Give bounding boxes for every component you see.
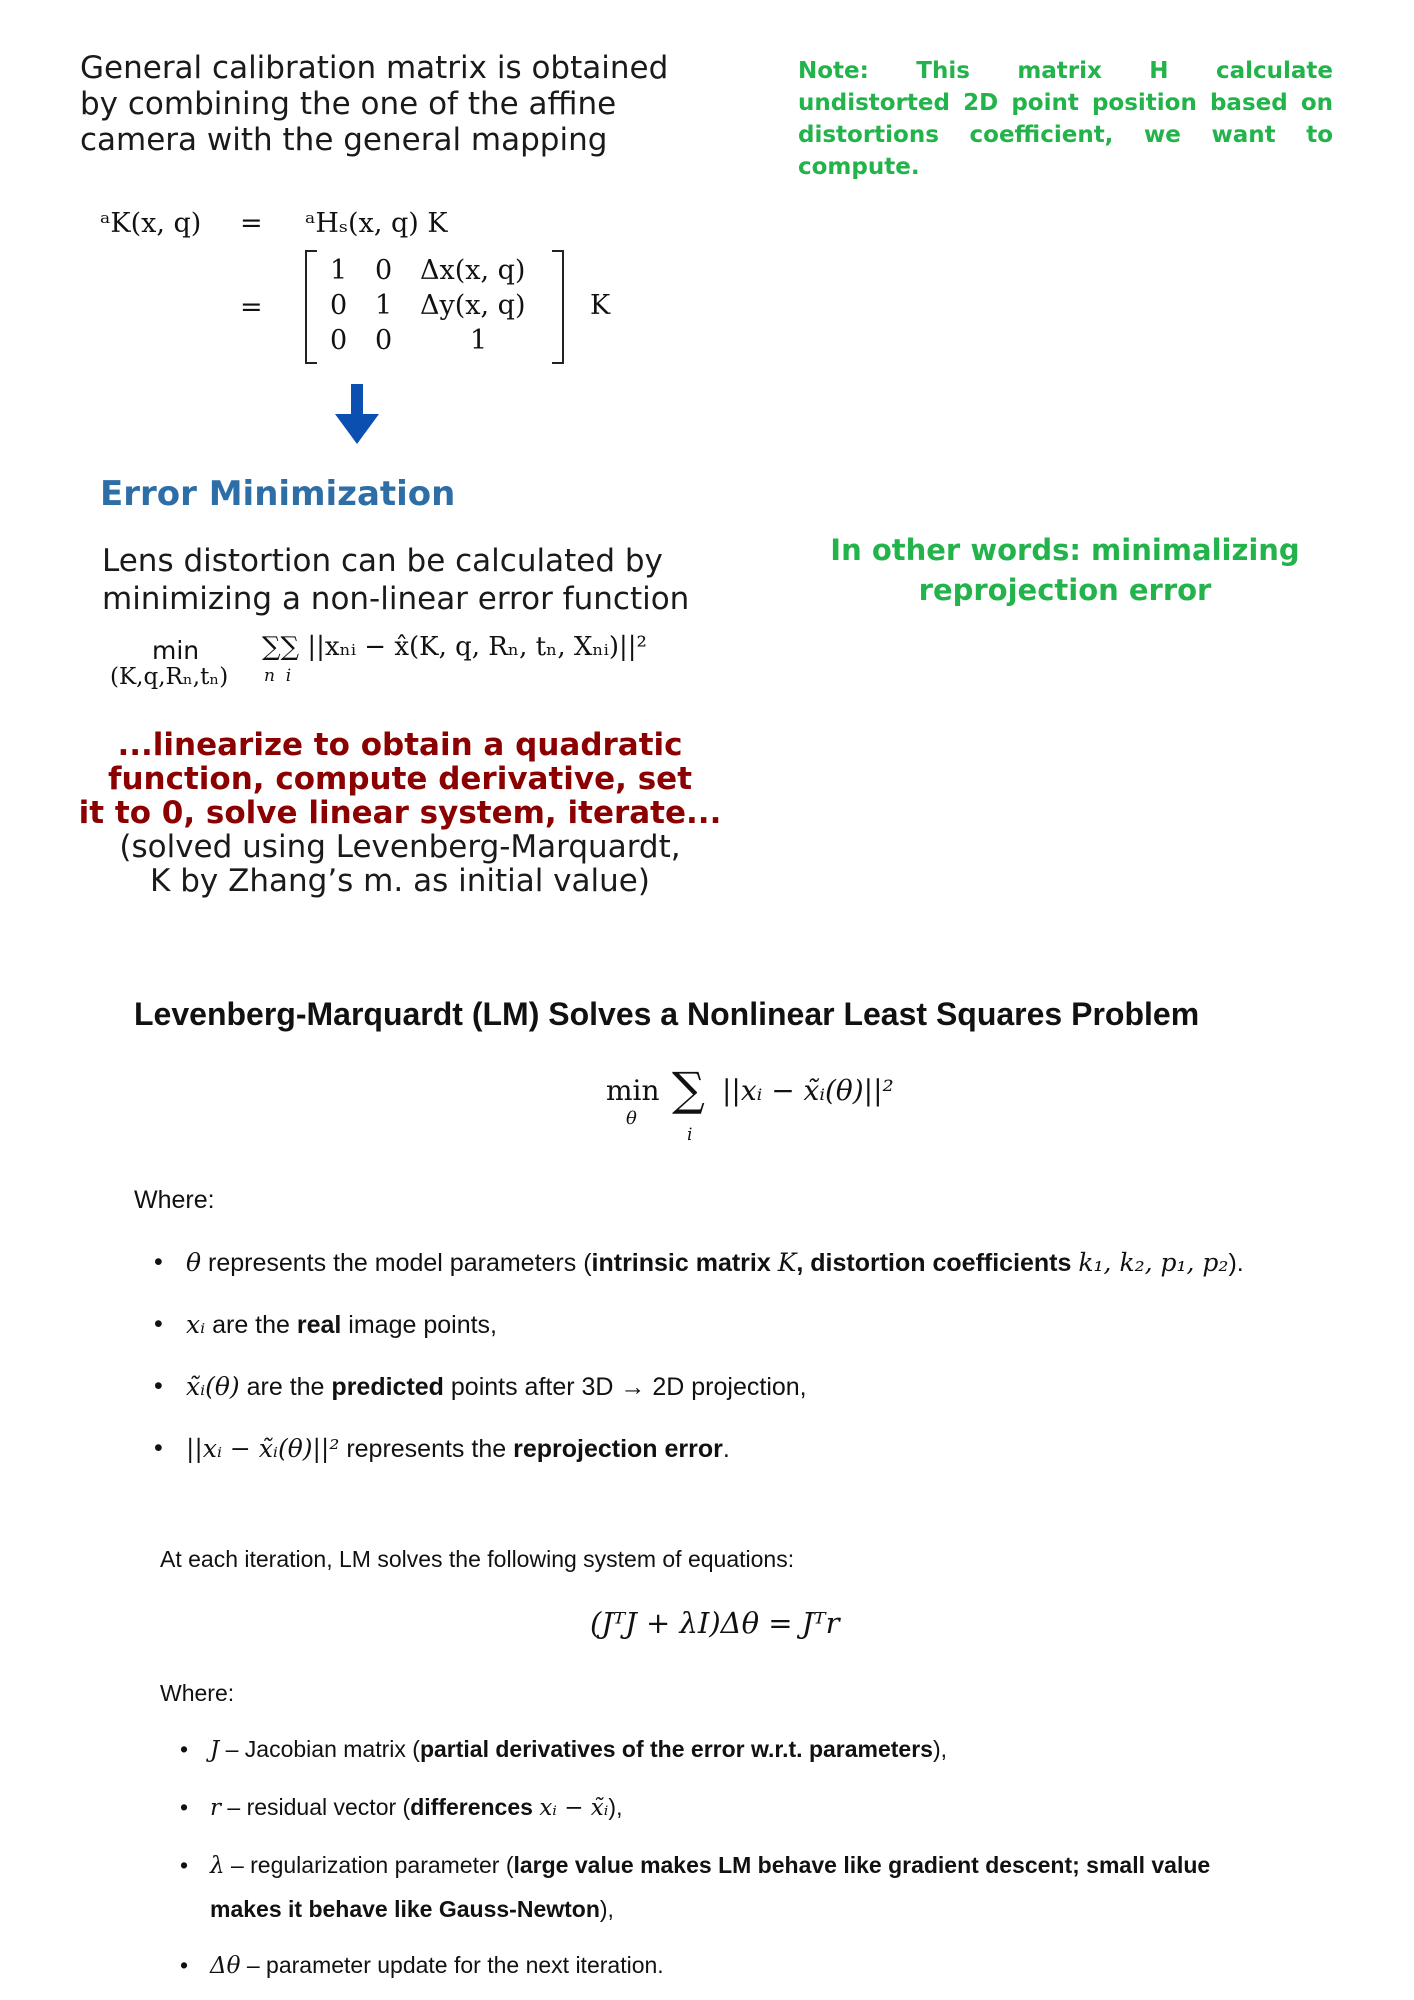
bullet-xi — [154, 1310, 497, 1340]
bullet-jacobian — [180, 1736, 948, 1763]
matrix-cell: 0 — [330, 325, 348, 356]
matrix-cell: Δy(x, q) — [420, 290, 526, 321]
intro-line: by combining the one of the affine — [80, 86, 617, 122]
bullet-text: ). — [1228, 1249, 1244, 1277]
linearize-text — [60, 728, 740, 830]
bullet-text: represents the — [339, 1435, 514, 1463]
matrix-cell: 1 — [470, 325, 488, 356]
bullet-text: represents the model parameters ( — [201, 1249, 592, 1277]
eq1-rhs: ᵃHₛ(x, q) K — [305, 208, 448, 239]
lens-line: minimizing a non-linear error function — [102, 581, 690, 617]
bullet-math: r — [210, 1795, 221, 1821]
bullet-bold: makes it behave like Gauss-Newton — [210, 1896, 600, 1922]
bullet-xtilde — [154, 1372, 807, 1402]
matrix-right-bracket — [552, 250, 564, 364]
matrix-cell: 1 — [375, 290, 393, 321]
intro-line: General calibration matrix is obtained — [80, 50, 669, 86]
bullet-dot: • — [180, 1852, 189, 1878]
bullet-residual — [180, 1794, 623, 1821]
intro-paragraph — [80, 50, 680, 158]
bullet-math: J — [210, 1737, 220, 1763]
bullet-bold: differences — [410, 1794, 540, 1820]
bullet-bold: intrinsic matrix — [591, 1249, 778, 1277]
bullet-text: ), — [608, 1794, 623, 1820]
sum-indices: n i — [264, 666, 292, 686]
bullet-lambda-line2 — [210, 1896, 614, 1923]
bullet-text: – Jacobian matrix ( — [219, 1736, 420, 1762]
eq1-equals: = — [240, 208, 263, 239]
min-body: ∑∑ ||xₙᵢ − x̂(K, q, Rₙ, tₙ, Xₙᵢ)||² — [262, 632, 647, 662]
min-subscript: (K,q,Rₙ,tₙ) — [110, 664, 229, 690]
iteration-text: At each iteration, LM solves the following system of equations: — [160, 1546, 795, 1572]
bullet-text: are the — [239, 1373, 332, 1401]
down-arrow-icon — [333, 384, 381, 446]
bullet-text: – parameter update for the next iteration. — [240, 1952, 664, 1978]
linearize-line: it to 0, solve linear system, iterate... — [78, 795, 722, 831]
where-label-2: Where: — [160, 1680, 235, 1706]
lm-title: Levenberg-Marquardt (LM) Solves a Nonlinear Least Squares Problem — [134, 996, 1200, 1032]
matrix-left-bracket — [305, 250, 317, 364]
lens-line: Lens distortion can be calculated by — [102, 543, 663, 579]
bullet-text: – regularization parameter ( — [224, 1852, 514, 1878]
matrix-cell: 0 — [375, 325, 393, 356]
solved-text — [60, 830, 740, 898]
solved-line: (solved using Levenberg-Marquardt, — [119, 829, 681, 865]
bullet-math: λ — [210, 1853, 225, 1879]
linearize-line: ...linearize to obtain a quadratic — [117, 727, 683, 763]
intro-line: camera with the general mapping — [80, 122, 608, 158]
note-reprojection — [820, 530, 1310, 610]
note-matrix-h: Note: This matrix H calculate undistorted 2D point position based on distortions coefficient, we want to compute. — [798, 58, 1333, 180]
bullet-text: are the — [205, 1311, 297, 1339]
bullet-text: image points, — [341, 1311, 497, 1339]
matrix-suffix: K — [590, 290, 611, 321]
bullet-theta — [154, 1248, 1244, 1278]
matrix-cell: 0 — [375, 255, 393, 286]
bullet-dot: • — [180, 1736, 189, 1762]
bullet-text: . — [722, 1435, 730, 1463]
bullet-math: xᵢ − x̃ᵢ — [539, 1795, 609, 1821]
bullet-bold: partial derivatives of the error w.r.t. parameters — [419, 1736, 933, 1762]
bullet-bold: real — [296, 1311, 342, 1339]
bullet-dot: • — [180, 1794, 189, 1820]
bullet-dot: • — [154, 1310, 163, 1338]
note-line: In other words: minimalizing — [830, 533, 1300, 567]
bullet-text: points after 3D → 2D projection, — [443, 1373, 807, 1401]
bullet-text: ), — [932, 1736, 948, 1762]
objective-sum: ∑ — [672, 1062, 705, 1116]
bullet-text: ), — [599, 1896, 614, 1922]
bullet-bold: predicted — [331, 1373, 444, 1401]
bullet-dot: • — [154, 1248, 163, 1276]
bullet-bold: reprojection error — [513, 1435, 723, 1463]
objective-body: ||xᵢ − x̃ᵢ(θ)||² — [722, 1074, 894, 1107]
objective-min-sub: θ — [626, 1108, 637, 1129]
bullet-math: k₁, k₂, p₁, p₂ — [1078, 1248, 1229, 1277]
solved-line: K by Zhang’s m. as initial value) — [150, 863, 650, 899]
bullet-text: – residual vector ( — [221, 1794, 411, 1820]
bullet-math: xᵢ — [186, 1310, 206, 1339]
objective-sum-sub: i — [687, 1125, 693, 1145]
objective-min: min — [606, 1074, 660, 1107]
where-label-1: Where: — [134, 1186, 215, 1214]
lens-paragraph — [102, 542, 722, 618]
bullet-math: x̃ᵢ(θ) — [186, 1372, 240, 1401]
bullet-math: Δθ — [210, 1953, 241, 1979]
bullet-bold: , distortion coefficients — [796, 1249, 1079, 1277]
bullet-reprojection — [154, 1434, 730, 1464]
linearize-line: function, compute derivative, set — [107, 761, 693, 797]
matrix-cell: Δx(x, q) — [420, 255, 526, 286]
bullet-dot: • — [154, 1372, 163, 1400]
min-label: min — [152, 636, 200, 665]
bullet-math: K — [777, 1248, 797, 1277]
bullet-math: θ — [186, 1248, 202, 1277]
eq1-lhs: ᵃK(x, q) — [100, 208, 202, 239]
error-minimization-heading: Error Minimization — [100, 474, 456, 514]
lm-system-equation: (JᵀJ + λI)Δθ = Jᵀr — [590, 1606, 840, 1640]
bullet-bold: large value makes LM behave like gradient descent; small value — [513, 1852, 1211, 1878]
bullet-math: ||xᵢ − x̃ᵢ(θ)||² — [186, 1434, 340, 1463]
note-line: reprojection error — [918, 573, 1212, 607]
matrix-cell: 0 — [330, 290, 348, 321]
bullet-lambda — [180, 1852, 1211, 1879]
bullet-dot: • — [154, 1434, 163, 1462]
matrix-cell: 1 — [330, 255, 348, 286]
eq1-equals-2: = — [240, 292, 263, 323]
bullet-delta-theta — [180, 1952, 664, 1979]
bullet-dot: • — [180, 1952, 189, 1978]
